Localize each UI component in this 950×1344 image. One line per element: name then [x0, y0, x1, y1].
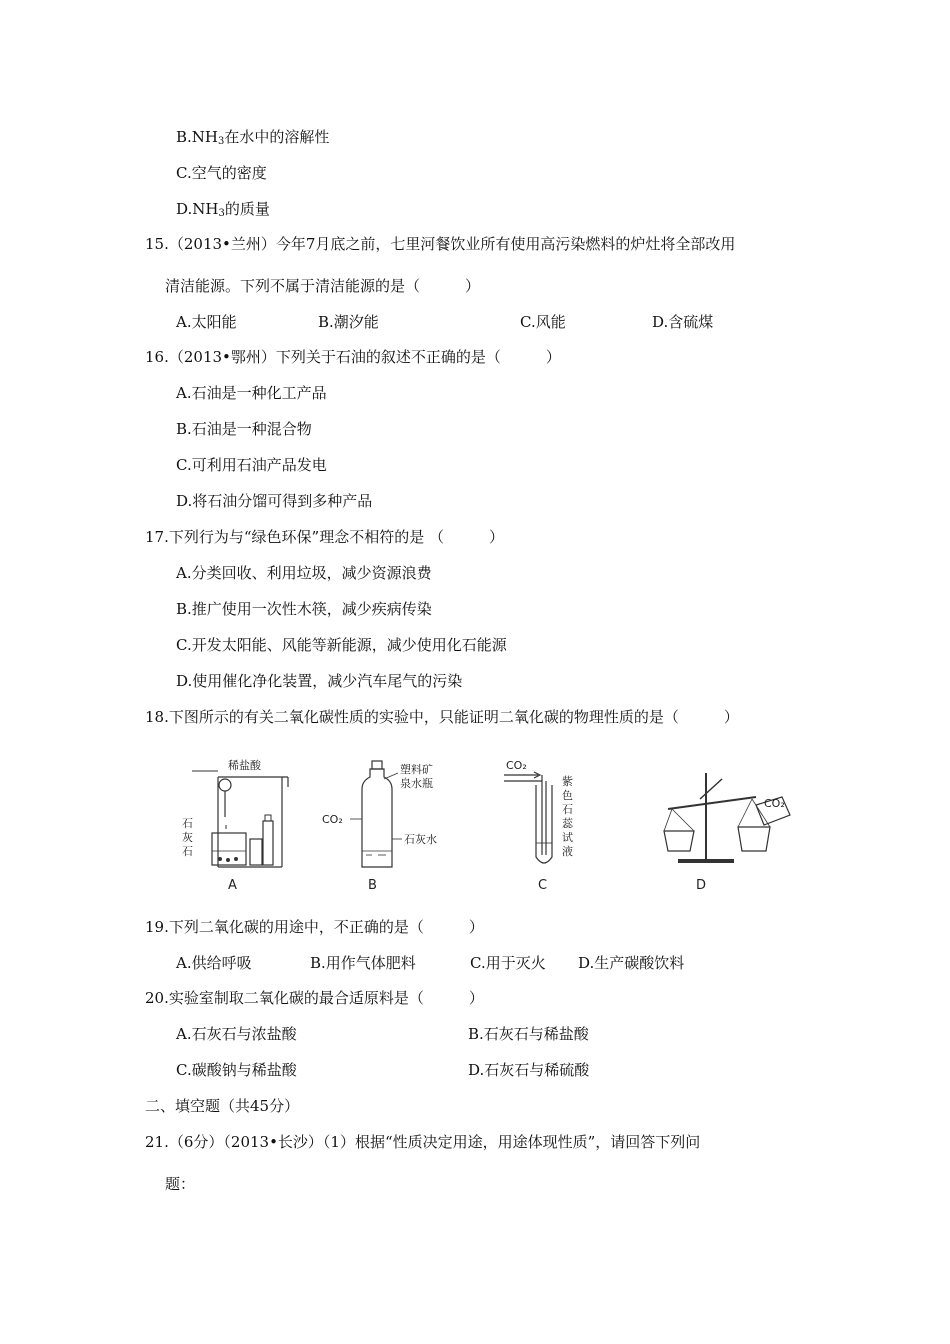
fig-c-litmus-4: 蕊: [562, 817, 573, 830]
fig-a-stone-label-3: 石: [182, 845, 193, 858]
fig-c-caption: C: [538, 878, 548, 893]
q17-option-c: C.开发太阳能、风能等新能源，减少使用化石能源: [176, 636, 507, 654]
fig-c-litmus-3: 石: [562, 803, 573, 816]
q17-option-d: D.使用催化净化装置，减少汽车尾气的污染: [176, 672, 463, 690]
q18-figure-d: [660, 755, 800, 899]
q21-stem-line1: 21.（6分）（2013•长沙）（1）根据“性质决定用途，用途体现性质”，请回答下列问: [145, 1133, 701, 1151]
q16-option-b: B.石油是一种混合物: [176, 420, 312, 438]
q17-stem: 17.下列行为与“绿色环保”理念不相符的是 （ ）: [145, 528, 504, 546]
q16-option-a: A.石油是一种化工产品: [176, 384, 327, 402]
fig-c-co2-label: CO₂: [506, 759, 527, 772]
q19-option-a: A.供给呼吸: [176, 954, 252, 972]
fig-a-caption: A: [228, 878, 237, 893]
q19-option-c: C.用于灭火: [470, 954, 546, 972]
q18-stem: 18.下图所示的有关二氧化碳性质的实验中，只能证明二氧化碳的物理性质的是（ ）: [145, 708, 739, 726]
fig-c-litmus-5: 试: [562, 831, 573, 844]
fig-a-acid-label: 稀盐酸: [228, 759, 261, 772]
q19-option-b: B.用作气体肥料: [310, 954, 416, 972]
q18-figure-c: [500, 755, 620, 899]
fig-b-co2-label: CO₂: [322, 813, 343, 826]
q14-option-d: $D.NH_3$的质量: [176, 200, 270, 219]
q17-option-a: A.分类回收、利用垃圾，减少资源浪费: [176, 564, 432, 582]
q20-option-c: C.碳酸钠与稀盐酸: [176, 1061, 297, 1079]
q19-option-d: D.生产碳酸饮料: [578, 954, 685, 972]
fig-b-bottle-label-1: 塑料矿: [400, 763, 433, 776]
q21-stem-line2: 题：: [165, 1175, 196, 1193]
section-2-heading: 二、填空题（共45分）: [145, 1097, 300, 1115]
q16-option-d: D.将石油分馏可得到多种产品: [176, 492, 373, 510]
q20-option-b: B.石灰石与稀盐酸: [468, 1025, 589, 1043]
q15-stem-line2: 清洁能源。下列不属于清洁能源的是（ ）: [165, 277, 481, 295]
fig-b-bottle-label-2: 泉水瓶: [400, 777, 433, 790]
fig-d-caption: D: [696, 878, 707, 893]
q15-option-b: B.潮汐能: [318, 313, 379, 331]
q18-figure-a: [170, 755, 300, 899]
q16-stem: 16.（2013•鄂州）下列关于石油的叙述不正确的是（ ）: [145, 348, 561, 366]
fig-a-stone-label-2: 灰: [182, 831, 193, 844]
fig-c-litmus-2: 色: [562, 789, 573, 802]
q20-option-d: D.石灰石与稀硫酸: [468, 1061, 590, 1079]
q20-stem: 20.实验室制取二氧化碳的最合适原料是（ ）: [145, 989, 484, 1007]
q19-stem: 19.下列二氧化碳的用途中，不正确的是（ ）: [145, 918, 484, 936]
fig-a-stone-label-1: 石: [182, 817, 193, 830]
q15-option-a: A.太阳能: [176, 313, 237, 331]
q14-option-b: $B.NH_3$在水中的溶解性: [176, 128, 330, 147]
fig-d-co2-label: CO₂: [764, 797, 785, 810]
q20-option-a: A.石灰石与浓盐酸: [176, 1025, 297, 1043]
q16-option-c: C.可利用石油产品发电: [176, 456, 327, 474]
fig-b-water-label: 石灰水: [404, 833, 437, 846]
q17-option-b: B.推广使用一次性木筷，减少疾病传染: [176, 600, 432, 618]
q14-option-c: C.空气的密度: [176, 164, 267, 182]
q15-stem-line1: 15.（2013•兰州）今年7月底之前，七里河餐饮业所有使用高污染燃料的炉灶将全部改用: [145, 235, 736, 253]
fig-c-litmus-1: 紫: [562, 775, 573, 788]
q15-option-d: D.含硫煤: [652, 313, 714, 331]
fig-b-caption: B: [368, 878, 377, 893]
fig-c-litmus-6: 液: [562, 845, 573, 858]
q18-figure-b: [320, 755, 460, 899]
q15-option-c: C.风能: [520, 313, 566, 331]
